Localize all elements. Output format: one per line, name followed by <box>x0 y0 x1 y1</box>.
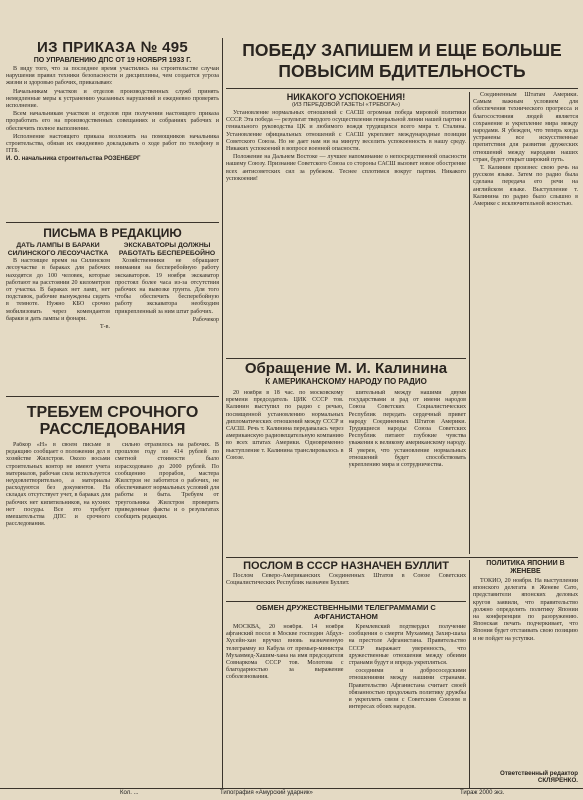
japan-text: ТОКИО, 20 ноября. На выступлении японского делегата в Женеве Сато, представители японских деловых кругов заявили, что правительство должно определить политику Японии на конференции по разоружению. Японская печать подчеркивает, что Япония будет отстаивать свою позицию и не пойдет на уступки. <box>473 578 578 642</box>
letter-heading: ЭКСКАВАТОРЫ ДОЛЖНЫ РАБОТАТЬ БЕСПЕРЕБОЙНО <box>118 242 216 257</box>
rule <box>226 557 578 558</box>
main-headline <box>226 40 578 86</box>
order-paragraph: Исполнение настоящего приказа возложить на помощников начальника строительства, обязав их ежедневно докладывать о ходе работ по телефону в ПТБ. <box>6 133 219 155</box>
headline-line-1: ПОБЕДУ ЗАПИШЕМ И ЕЩЕ БОЛЬШЕ <box>242 40 562 60</box>
kalinin-text: шительный между нашими двумя государствами и рад от имени народов Союза Советских Социалистических Республик передать сердечный привет народу Соединенных Штатов Америки. Трудящиеся народы Союза Советских Республик питают глубокие чувства уважения к великому американскому народу. Я уверен, что установление нормальных отношений будет способствовать укреплению мира и сотрудничества. <box>348 390 466 469</box>
footer-line <box>0 790 583 800</box>
order-title: ИЗ ПРИКАЗА № 495 <box>36 40 188 56</box>
footer-right: Тираж 2000 экз. <box>460 790 505 796</box>
column-rule <box>469 560 470 788</box>
no-calm-text: Установление нормальных отношений с САСШ огромная победа мировой политики СССР. Эта победа — результат твердого осуществления генеральной линии нашей партии и гениального руководства ЦК и любимого вождя трудящихся всего мира т. Сталина. Установление официальных отношений с САСШ укрепляет международные позиции Советского Союза. Но не дает нам ни на минуту веселить успокоенность в нашу среду. Никаких успокоений в вопросе военной опасности. <box>226 110 466 153</box>
investigation-title: ТРЕБУЕМ СРОЧНОГО РАССЛЕДОВАНИЯ <box>26 404 199 438</box>
editor-line <box>473 770 578 782</box>
bullitt-title: ПОСЛОМ В СССР НАЗНАЧЕН БУЛЛИТ <box>243 560 449 572</box>
rule <box>0 788 583 789</box>
kalinin-title: Обращение М. И. Калинина <box>244 361 448 377</box>
continuation-text: Соединенным Штатам Америки. Самым важным условием для обеспечения технического прогресса и благосостояния людей является сохранение и укрепление мира между народами. Я убежден, что теперь когда устранены все искусственные препятствия для развития дружеских отношений между народами наших стран, будет открыт широкий путь. <box>473 92 578 163</box>
rule <box>226 358 466 359</box>
order-paragraph: В виду того, что за последнее время участились на строительстве случаи нарушения правил техники безопасности и дисциплины, чем создается угроза жизни и здоровью рабочих, приказываю: <box>6 66 219 87</box>
order-subtitle: ПО УПРАВЛЕНИЮ ДПС ОТ 19 НОЯБРЯ 1933 Г. <box>33 57 192 64</box>
column-rule <box>222 38 223 788</box>
footer-center: Типография «Амурский ударник» <box>220 790 313 796</box>
order-section <box>6 40 219 220</box>
no-calm-text: Положение на Дальнем Востоке — лучшее напоминание о непосредственной опасности нашему Союзу. Признание Советского Союза со стороны САСШ вызовет новое обострение всех антисоветских сил за рубежом. Теснее сплотимся вокруг партии. Никакого успокоения! <box>226 154 466 182</box>
order-paragraph: Начальникам участков и отделов производственных служб принять немедленные меры к устранению указанных нарушений и ежедневно проверять исполнение. <box>6 88 219 110</box>
letter-heading: ДАТЬ ЛАМПЫ В БАРАКИ СИЛИНСКОГО ЛЕСОУЧАСТКА <box>7 242 109 257</box>
rule <box>226 601 466 602</box>
letter-signature: Рабочекор <box>192 316 219 323</box>
order-signature: И. О. начальника строительства РОЗЕНБЕРГ <box>6 156 141 163</box>
rule <box>6 222 219 223</box>
rule <box>226 88 578 89</box>
letters-title: ПИСЬМА В РЕДАКЦИЮ <box>43 226 182 240</box>
afghan-section <box>226 604 466 788</box>
order-paragraph: Всем начальникам участков и отделов при получении настоящего приказа проработать его на производственных совещаниях и собраниях рабочих и обеспечить полное выполнение. <box>6 111 219 132</box>
no-calm-title: НИКАКОГО УСПОКОЕНИЯ! <box>286 92 406 102</box>
japan-title: ПОЛИТИКА ЯПОНИИ В ЖЕНЕВЕ <box>486 560 565 575</box>
afghan-text: соседними и добрососедскими отношениями между нашими странами. Правительство Афганистана считает своей обязанностью продолжать политику дружбы и укреплять связи с Советским Союзом в интересах обоих народов. <box>348 668 466 711</box>
kalinin-subtitle: К АМЕРИКАНСКОМУ НАРОДУ ПО РАДИО <box>265 377 427 386</box>
no-calm-section <box>226 92 466 356</box>
bullitt-text: Послом Северо-Американских Соединенных Штатов в Союзе Советских Социалистических Республик назначен Буллит. <box>226 573 466 587</box>
kalinin-text: 20 ноября в 18 час. по московскому времени председатель ЦИК СССР тов. Калинин выступил по радио с речью, посвященной установлению нормальных дипломатических отношений между СССР и САСШ. Речь т. Калинина передавалась через американскую радиовещательную компанию во всех штатах Америки. Одновременно выступление т. Калинина транслировалось в Союзе. <box>226 390 344 461</box>
investigation-text: Рабкор «Н» в своем письме в редакцию сообщает о положении дел в хозяйстве Жилстроя. Около восьми строительных контор не имеют учета материалов, рабочая сила используется неудовлетворительно, а материалы расходуются без документов. На складах отсутствует учет, в бараках для рабочих нет кипятильников, на кухнях нет посуды. Все это требует вмешательства ДПС и срочного расследования. <box>6 442 110 528</box>
letters-section <box>6 226 219 394</box>
rule <box>6 396 219 397</box>
afghan-title: ОБМЕН ДРУЖЕСТВЕННЫМИ ТЕЛЕГРАММАМИ С АФГАНИСТАНОМ <box>256 604 436 621</box>
bullitt-section <box>226 560 466 598</box>
right-column-continuation <box>473 92 578 552</box>
continuation-text: Т. Калинин произнес свою речь на русском языке. Затем по радио была сделана передача его речи на английском языке. Выступление т. Калинина по радио было слышно в Америке с исключительной ясностью. <box>473 165 578 208</box>
letter-text: Хозяйственники не обращают внимания на бесперебойную работу экскаваторов. 19 ноября экскаватор простоял более часа из-за отсутствия рабочих на вывозке грунта. Для того чтобы обеспечить бесперебойную работу экскаватора необходим прикрепленный за ним штат рабочих. <box>115 258 219 315</box>
letter-text: В настоящее время на Силинском лесоучастке в бараках для рабочих находятся до 100 человек, которые работают на расстоянии 20 километров от участка. В бараках нет ламп, нет подставок, рабочие вынуждены сидеть в темноте. Нужно КБО срочно мобилизовать через комендантов бараки и дать лампы и фонари. <box>6 258 110 322</box>
headline-line-2: ПОВЫСИМ БДИТЕЛЬНОСТЬ <box>278 61 526 81</box>
column-rule <box>469 92 470 554</box>
letter-signature: Т-в. <box>100 324 110 331</box>
afghan-text: МОСКВА, 20 ноября. 14 ноября афганский посол в Москве господин Абдул-Хусейн-хан вручил вновь назначенную телеграмму из Кабула от премьер-министра Мухаммед-Хашим-хана на имя председателя Совнаркома СССР тов. Молотова с благодарностью за выражение соболезнования. <box>226 624 344 681</box>
no-calm-source: (ИЗ ПЕРЕДОВОЙ ГАЗЕТЫ «ТРЕВОГА») <box>291 102 401 108</box>
investigation-section <box>6 404 219 788</box>
kalinin-section <box>226 361 466 557</box>
editor-signature: Ответственный редактор СКЛЯРЕНКО. <box>500 770 578 782</box>
investigation-text: сильно отразилось на рабочих. В прошлом году из 414 рублей по сметной стоимости было израсходовано до 2000 рублей. По сообщению прорабов, мастера Жилстроя не заботятся о рабочих, не обеспечивают нормальных условий для работы и быта. Требуем от треугольника Жилстроя проверить приведенные факты и о результатах сообщить редакции. <box>115 442 219 521</box>
japan-section <box>473 560 578 760</box>
footer-left: Кол. ... <box>120 790 139 796</box>
afghan-text: Кремлевский подтвердил получение сообщения о смерти Мухаммед Захир-шаха на престоле Афганистана. Правительство СССР выражает уверенность, что дружественные отношения между обеими странами будут и впредь укрепляться. <box>348 624 466 667</box>
